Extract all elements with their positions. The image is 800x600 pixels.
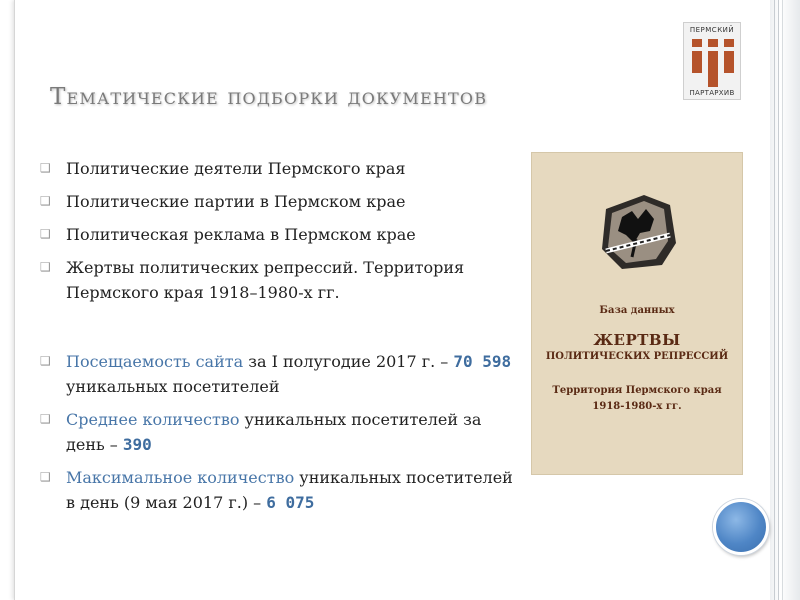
list-item (40, 255, 514, 305)
database-cover-image (531, 152, 743, 475)
stat-mid: за I полугодие 2017 г. – (243, 352, 454, 371)
decorative-blue-circle (713, 499, 769, 555)
stat-lead: Среднее количество (66, 410, 240, 429)
bullet-list (40, 156, 514, 515)
logo-emblem-icon (690, 37, 736, 89)
logo-bottom-text: ПАРТАРХИВ (689, 89, 735, 97)
list-item (40, 189, 514, 214)
slide-title: Тематические подборки документов (50, 84, 488, 110)
stat-value: 6 075 (266, 493, 315, 512)
list-item-text: Политическая реклама в Пермском крае (66, 225, 416, 244)
list-item (40, 156, 514, 181)
stat-item (40, 407, 514, 457)
repression-badge-icon (592, 191, 684, 273)
permsky-partarkhiv-logo (683, 22, 741, 100)
open-square-bullet-icon: ❑ (40, 161, 51, 175)
rail-line (778, 0, 779, 600)
open-square-bullet-icon: ❑ (40, 412, 51, 426)
logo-top-text: ПЕРМСКИЙ (689, 26, 735, 34)
stat-mid: уникальных посетителей за день – (66, 410, 482, 454)
open-square-bullet-icon: ❑ (40, 194, 51, 208)
list-item-text: Политические партии в Пермском крае (66, 192, 406, 211)
stat-mid: уникальных посетителей в день (9 мая 2017 г.) – (66, 468, 513, 512)
open-square-bullet-icon: ❑ (40, 354, 51, 368)
stat-item (40, 349, 514, 399)
list-item (40, 222, 514, 247)
stat-lead: Максимальное количество (66, 468, 295, 487)
stat-lead: Посещаемость сайта (66, 352, 244, 371)
cover-title-line2: ПОЛИТИЧЕСКИХ РЕПРЕССИЙ (545, 351, 729, 362)
stat-value: 70 598 (453, 352, 512, 371)
rail-line (774, 0, 775, 600)
open-square-bullet-icon: ❑ (40, 260, 51, 274)
cover-territory: Территория Пермского края (552, 385, 722, 396)
cover-title: ЖЕРТВЫ (593, 331, 681, 349)
stat-tail: уникальных посетителей (66, 377, 280, 396)
list-item-text: Жертвы политических репрессий. Территория Пермского края 1918–1980-х гг. (66, 258, 465, 302)
list-item-text: Политические деятели Пермского края (66, 159, 406, 178)
open-square-bullet-icon: ❑ (40, 470, 51, 484)
stat-value: 390 (122, 435, 152, 454)
rail-line (782, 0, 783, 600)
cover-years: 1918-1980-х гг. (592, 401, 682, 412)
open-square-bullet-icon: ❑ (40, 227, 51, 241)
cover-subtitle: База данных (599, 305, 675, 316)
stat-item (40, 465, 514, 515)
